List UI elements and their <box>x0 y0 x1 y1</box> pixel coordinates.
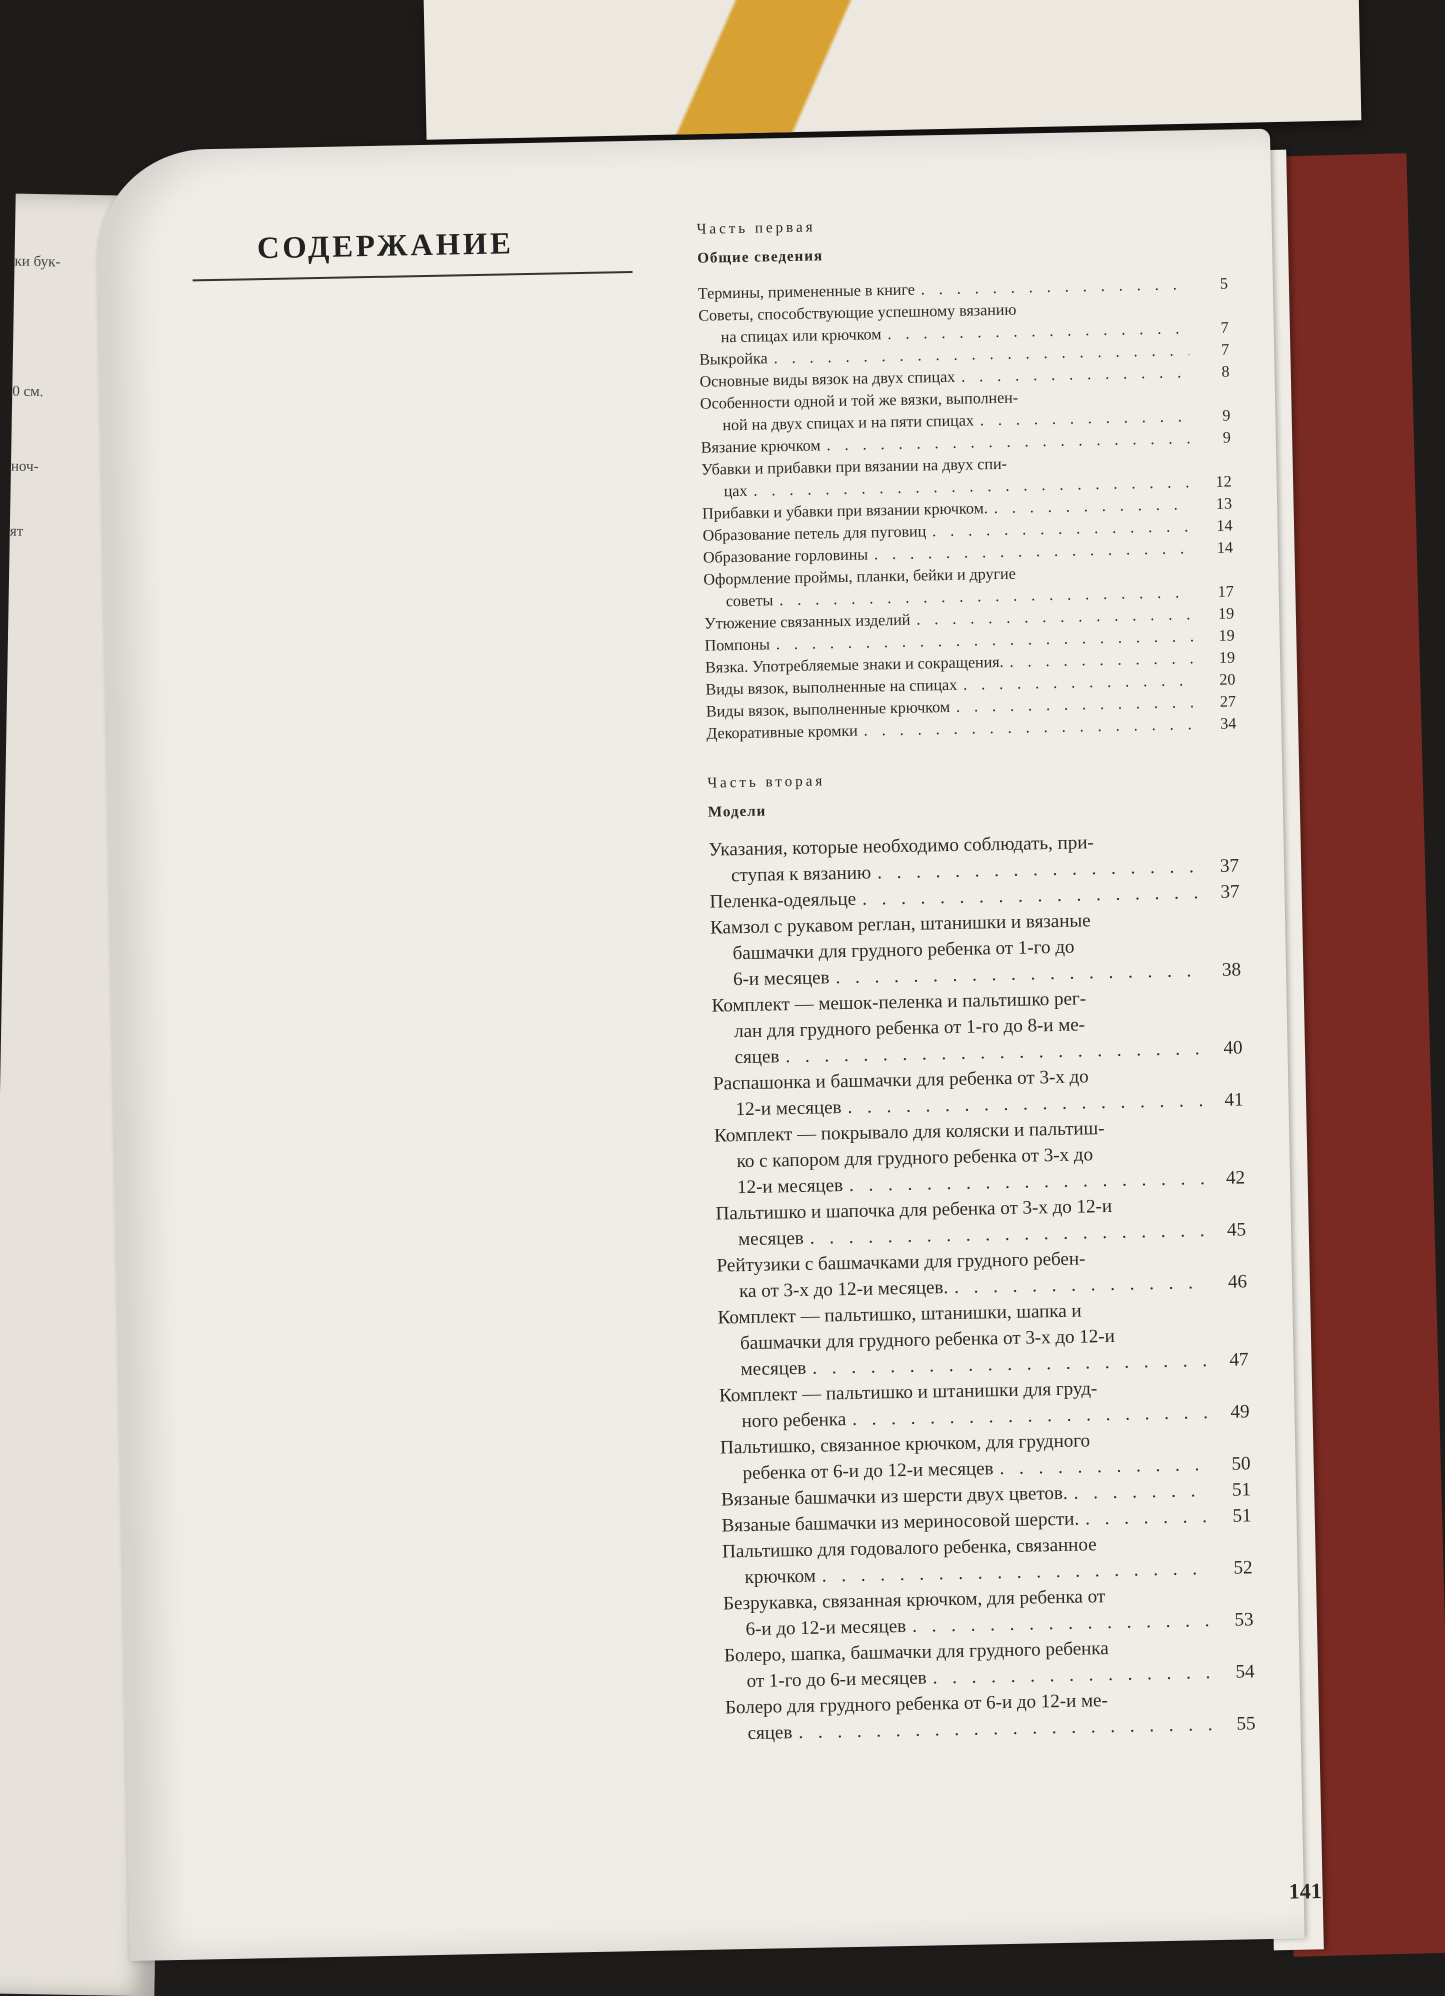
toc-page-number: 7 <box>1220 319 1229 337</box>
toc-entry-text: 6-и до 12-и месяцев <box>745 1615 907 1641</box>
toc-entry-text: месяцев <box>737 1227 804 1251</box>
toc-page-number: 27 <box>1219 693 1237 711</box>
toc-entry-text: Рейтузики с башмачками для грудного ребен- <box>716 1248 1086 1277</box>
toc-entry-text: от 1-го до 6-и месяцев <box>746 1667 927 1693</box>
toc-entry-text: Вязаные башмачки из шерсти двух цветов. <box>720 1482 1068 1511</box>
toc-page-number: 7 <box>1220 341 1230 359</box>
toc-page-number: 19 <box>1218 605 1235 623</box>
part-label: Часть вторая <box>707 773 826 792</box>
toc-entry-text: цах <box>723 482 748 501</box>
toc-entry-text: Прибавки и убавки при вязании крючком. <box>702 500 988 523</box>
left-page-text: 0 см. <box>12 383 44 401</box>
toc-page-number: 51 <box>1232 1505 1252 1527</box>
toc-page-number: 41 <box>1224 1089 1244 1111</box>
toc-entry-text: Комплект — мешок-пеленка и пальтишко рег- <box>711 988 1087 1017</box>
part-label: Часть первая <box>696 219 816 238</box>
page-number: 141 <box>1288 1878 1322 1904</box>
dot-leader <box>1067 1478 1211 1507</box>
toc-page-number: 12 <box>1215 473 1232 491</box>
contents-list-part1 <box>698 274 1237 746</box>
toc-entry-text: Камзол с рукавом реглан, штанишки и вязаные <box>709 910 1091 939</box>
toc-entry-text: 12-и месяцев <box>736 1175 844 1199</box>
toc-page-number: 8 <box>1221 363 1230 381</box>
toc-page-number: 46 <box>1227 1271 1248 1293</box>
toc-page-number: 53 <box>1234 1609 1254 1631</box>
toc-page-number: 47 <box>1229 1349 1249 1371</box>
toc-entry-text: Пальтишко и шапочка для ребенка от 3-х до 12-и <box>715 1195 1113 1225</box>
toc-entry-text: ка от 3-х до 12-и месяцев. <box>738 1277 949 1303</box>
contents-column <box>697 212 1256 1748</box>
dot-leader <box>948 1270 1207 1301</box>
toc-entry-text: башмачки для грудного ребенка от 1-го до <box>732 936 1075 965</box>
toc-entry <box>725 1685 1256 1747</box>
contents-page <box>95 129 1322 1961</box>
toc-page-number: 14 <box>1216 517 1233 535</box>
toc-page-number: 13 <box>1215 495 1233 513</box>
toc-entry <box>717 1295 1248 1383</box>
toc-page-number: 38 <box>1221 959 1242 981</box>
section-label: Общие сведения <box>697 248 824 267</box>
toc-entry-text: сяцев <box>747 1722 793 1745</box>
toc-entry-text: Образование петель для пуговиц <box>702 523 927 545</box>
toc-entry <box>724 1633 1255 1695</box>
left-page-text: ят <box>9 523 24 540</box>
toc-entry-text: крючком <box>744 1565 816 1589</box>
toc-entry-text: ступая к вязанию <box>730 862 872 887</box>
toc-entry-text: Комплект — покрывало для коляски и пальтиш- <box>713 1118 1105 1147</box>
dot-leader <box>955 362 1190 388</box>
toc-page-number: 49 <box>1230 1401 1250 1423</box>
toc-entry-text: советы <box>725 592 774 611</box>
toc-entry-text: Пальтишко, связанное крючком, для грудного <box>719 1430 1091 1459</box>
toc-entry-text: лан для грудного ребенка от 1-го до 8-и ме- <box>733 1014 1086 1043</box>
toc-entry-text: Убавки и прибавки при вязании на двух спи- <box>701 455 1008 479</box>
toc-entry-text: 12-и месяцев <box>735 1097 842 1121</box>
dot-leader <box>926 1660 1214 1692</box>
toc-entry-text: ной на двух спицах и на пяти спицах <box>722 412 975 435</box>
toc-page-number: 34 <box>1220 715 1237 733</box>
toc-page-number: 20 <box>1219 671 1236 689</box>
toc-page-number: 54 <box>1235 1661 1255 1683</box>
toc-entry-text: Болеро, шапка, башмачки для грудного ребенка <box>723 1638 1109 1667</box>
toc-entry <box>723 1581 1254 1643</box>
toc-entry <box>719 1373 1250 1435</box>
toc-page-number: 42 <box>1225 1167 1246 1189</box>
toc-entry-text: Безрукавка, связанная крючком, для ребенка от <box>722 1586 1106 1615</box>
title-underline <box>193 271 633 281</box>
toc-entry-text: Образование горловины <box>702 546 869 567</box>
toc-entry-text: Основные виды вязок на двух спицах <box>699 368 956 391</box>
toc-entry-text: Комплект — пальтишко и штанишки для груд- <box>718 1378 1098 1407</box>
toc-entry-text: Вязание крючком <box>700 437 821 457</box>
toc-page-number: 14 <box>1216 539 1234 557</box>
dot-leader <box>1079 1504 1212 1533</box>
toc-entry-text: сяцев <box>734 1046 780 1069</box>
toc-entry <box>711 983 1242 1071</box>
toc-entry <box>715 1191 1246 1253</box>
toc-entry-text: башмачки для грудного ребенка от 3-х до 12-и <box>739 1325 1116 1355</box>
background-box <box>424 0 1362 140</box>
toc-entry-text: Оформление проймы, планки, бейки и другие <box>703 565 1016 589</box>
toc-entry-text: Пеленка-одеяльце <box>709 888 857 913</box>
toc-entry-text: Виды вязок, выполненные крючком <box>705 698 951 721</box>
toc-page-number: 19 <box>1218 649 1236 667</box>
left-page-text: ноч- <box>10 458 39 476</box>
toc-entry-text: Термины, примененные в книге <box>697 281 916 303</box>
toc-entry <box>722 1529 1253 1591</box>
toc-page-number: 51 <box>1231 1479 1252 1501</box>
toc-entry-text: Виды вязок, выполненные на спицах <box>705 676 958 699</box>
toc-entry-text: Указания, которые необходимо соблюдать, при- <box>708 832 1094 861</box>
toc-entry <box>714 1113 1245 1201</box>
toc-entry-text: Помпоны <box>704 636 771 655</box>
toc-page-number: 17 <box>1217 583 1234 601</box>
toc-page-number: 45 <box>1226 1219 1247 1241</box>
toc-entry-text: ного ребенка <box>741 1409 847 1433</box>
section-label: Модели <box>707 803 767 821</box>
toc-page-number: 52 <box>1233 1557 1253 1579</box>
toc-entry-text: ко с капором для грудного ребенка от 3-х до <box>736 1144 1094 1173</box>
toc-entry-text: месяцев <box>740 1357 807 1381</box>
toc-entry-text: Распашонка и башмачки для ребенка от 3-х до <box>712 1066 1089 1095</box>
toc-entry-text: Утюжение связанных изделий <box>704 611 911 633</box>
toc-page-number: 50 <box>1231 1453 1251 1475</box>
toc-entry-text: Болеро для грудного ребенка от 6-и до 12-и ме- <box>724 1690 1109 1719</box>
toc-entry-text: ребенка от 6-и до 12-и месяцев <box>742 1458 994 1485</box>
left-page-text: ки бук- <box>14 253 61 271</box>
toc-entry-text: Особенности одной и той же вязки, выполнен- <box>699 389 1019 413</box>
toc-page-number: 37 <box>1219 855 1240 877</box>
toc-entry-text: Вязаные башмачки из мериносовой шерсти. <box>721 1508 1080 1537</box>
toc-page-number: 40 <box>1223 1037 1243 1059</box>
toc-entry <box>716 1243 1247 1305</box>
page-title: СОДЕРЖАНИЕ <box>256 225 515 266</box>
toc-entry-text: Декоративные кромки <box>706 722 858 743</box>
toc-entry-text: Комплект — пальтишко, штанишки, шапка и <box>717 1300 1082 1329</box>
toc-page-number: 55 <box>1236 1713 1256 1735</box>
contents-list-part2 <box>708 827 1255 1747</box>
toc-entry <box>710 905 1241 993</box>
toc-entry-text: 6-и месяцев <box>732 967 830 991</box>
toc-entry-text: Советы, способствующие успешному вязанию <box>698 301 1017 325</box>
toc-page-number: 5 <box>1219 275 1229 293</box>
box-yellow-graphic <box>574 0 977 137</box>
toc-entry-text: Пальтишко для годовалого ребенка, связанное <box>721 1534 1097 1563</box>
toc-page-number: 19 <box>1218 627 1235 645</box>
toc-page-number: 9 <box>1222 429 1231 447</box>
toc-entry-text: Вязка. Употребляемые знаки и сокращения. <box>704 653 1004 677</box>
toc-entry-text: на спицах или крючком <box>720 326 882 347</box>
toc-page-number: 9 <box>1222 407 1231 425</box>
toc-entry-text: Выкройка <box>699 350 768 369</box>
toc-page-number: 37 <box>1220 881 1240 903</box>
toc-entry <box>713 1061 1244 1123</box>
